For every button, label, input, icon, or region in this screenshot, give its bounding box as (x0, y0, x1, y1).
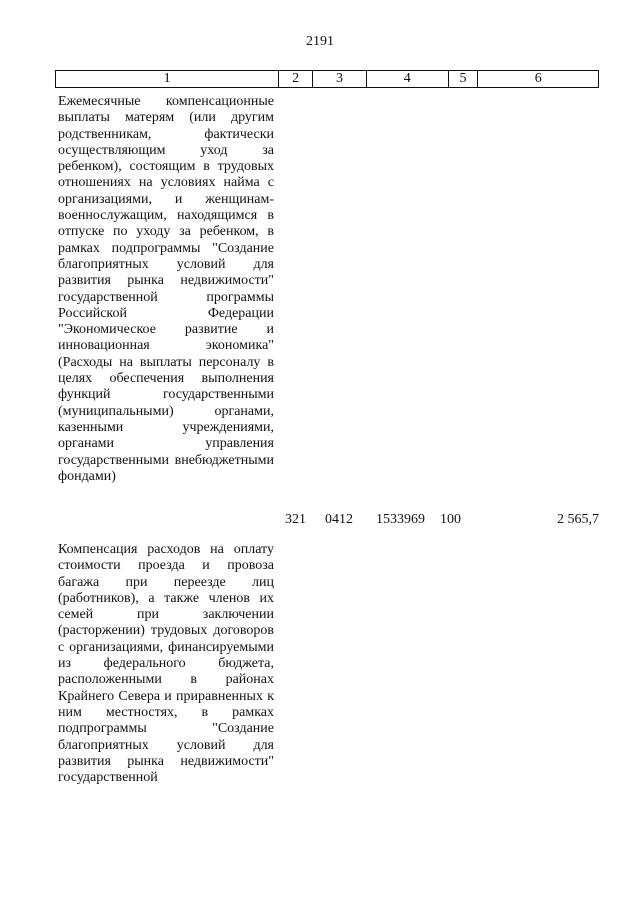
header-col-2: 2 (279, 71, 313, 87)
table-header (55, 70, 599, 88)
row-1-csr: 1533969 (376, 512, 425, 527)
page-number: 2191 (306, 34, 334, 49)
header-col-6: 6 (534, 71, 542, 86)
header-col-1: 1 (56, 71, 279, 87)
row-1-rz: 321 (285, 512, 306, 527)
row-1-amount: 2 565,7 (557, 512, 599, 527)
row-2-description: Компенсация расходов на оплату стоимости проезда и провоза багажа при переезде лиц (работников), а также членов их семей при заключении (расторжении) трудовых договоров с организациями, финансируемыми из федерального бюджета, расположенными в районах Крайнего Севера и приравненных к ним местностях, в рамках подпрограммы "Создание благоприятных условий для развития рынка недвижимости" государственной (58, 542, 274, 786)
header-col-4: 4 (367, 71, 449, 87)
row-1-vr: 100 (440, 512, 461, 527)
header-col-3: 3 (313, 71, 367, 87)
row-1-prz: 0412 (325, 512, 353, 527)
header-col-5: 5 (449, 71, 479, 87)
row-1-description: Ежемесячные компенсационные выплаты матерям (или другим родственникам, фактически осуществляющим уход за ребенком), состоящим в трудовых отношениях на условиях найма с организациями, и женщинам-военнослужащим, находящимся в отпуске по уходу за ребенком, в рамках подпрограммы "Создание благоприятных условий для развития рынка недвижимости" государственной программы Российской Федерации "Экономическое развитие и инновационная экономика" (Расходы на выплаты персоналу в целях обеспечения выполнения функций государственными (муниципальными) органами, казенными учреждениями, органами управления государственными внебюджетными фондами) (58, 94, 274, 484)
